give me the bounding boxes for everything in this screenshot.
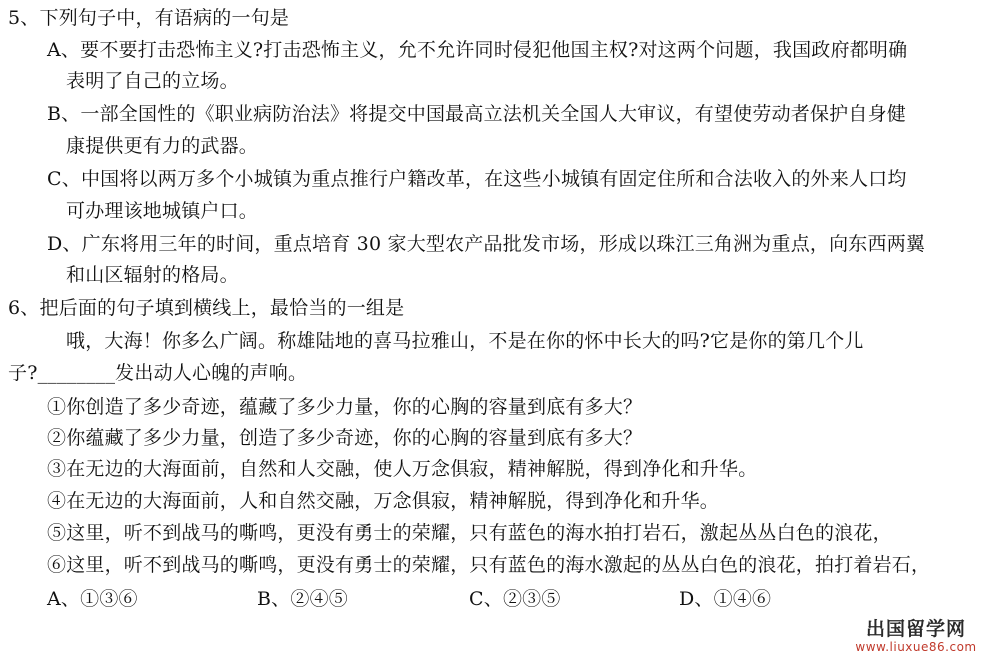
question-6-choice-3: ③在无边的大海面前，自然和人交融，使人万念俱寂，精神解脱，得到净化和升华。 [47,458,758,480]
watermark-title: 出国留学网 [865,618,966,640]
question-5-option-c: C、中国将以两万多个小城镇为重点推行户籍改革，在这些小城镇有固定住所和合法收入的外来人口均 [47,168,907,190]
question-6-passage: 哦，大海！你多么广阔。称雄陆地的喜马拉雅山，不是在你的怀中长大的吗?它是你的第几个儿 [66,330,864,352]
answer-option-d: D、①④⑥ [679,588,772,610]
answer-option-c: C、②③⑤ [469,588,561,610]
question-5-option-a: A、要不要打击恐怖主义?打击恐怖主义，允不允许同时侵犯他国主权?对这两个问题，我国政府都明确 [47,39,908,61]
question-6-choice-1: ①你创造了多少奇迹，蕴藏了多少力量，你的心胸的容量到底有多大？ [47,396,643,418]
question-5-option-b: B、一部全国性的《职业病防治法》将提交中国最高立法机关全国人大审议，有望使劳动者保护自身健 [47,103,906,125]
question-6-choice-5: ⑤这里，听不到战马的嘶鸣，更没有勇士的荣耀，只有蓝色的海水拍打岩石，激起丛丛白色的浪花， [47,522,892,544]
answer-option-a: A、①③⑥ [47,588,138,610]
question-6-choice-4: ④在无边的大海面前，人和自然交融，万念俱寂，精神解脱，得到净化和升华。 [47,490,720,512]
question-6-choice-6: ⑥这里，听不到战马的嘶鸣，更没有勇士的荣耀，只有蓝色的海水激起的丛丛白色的浪花，拍打着岩石， [47,554,931,576]
question-5-option-a-continued: 表明了自己的立场。 [66,70,239,92]
watermark-url: www.liuxue86.com [855,640,977,654]
question-6-title: 6、把后面的句子填到横线上，最恰当的一组是 [8,297,405,319]
site-watermark [841,618,991,658]
answer-option-b: B、②④⑤ [257,588,348,610]
question-5-option-d-continued: 和山区辐射的格局。 [66,264,239,286]
question-6-choice-2: ②你蕴藏了多少力量，创造了多少奇迹，你的心胸的容量到底有多大？ [47,427,643,449]
question-5-title: 5、下列句子中，有语病的一句是 [8,7,290,29]
question-5-option-b-continued: 康提供更有力的武器。 [66,135,259,157]
question-6-passage-continued: 子?________发出动人心魄的声响。 [8,362,308,384]
question-5-option-d: D、广东将用三年的时间，重点培育 30 家大型农产品批发市场，形成以珠江三角洲为重点，向东西两翼 [47,233,926,255]
question-5-option-c-continued: 可办理该地城镇户口。 [66,200,259,222]
